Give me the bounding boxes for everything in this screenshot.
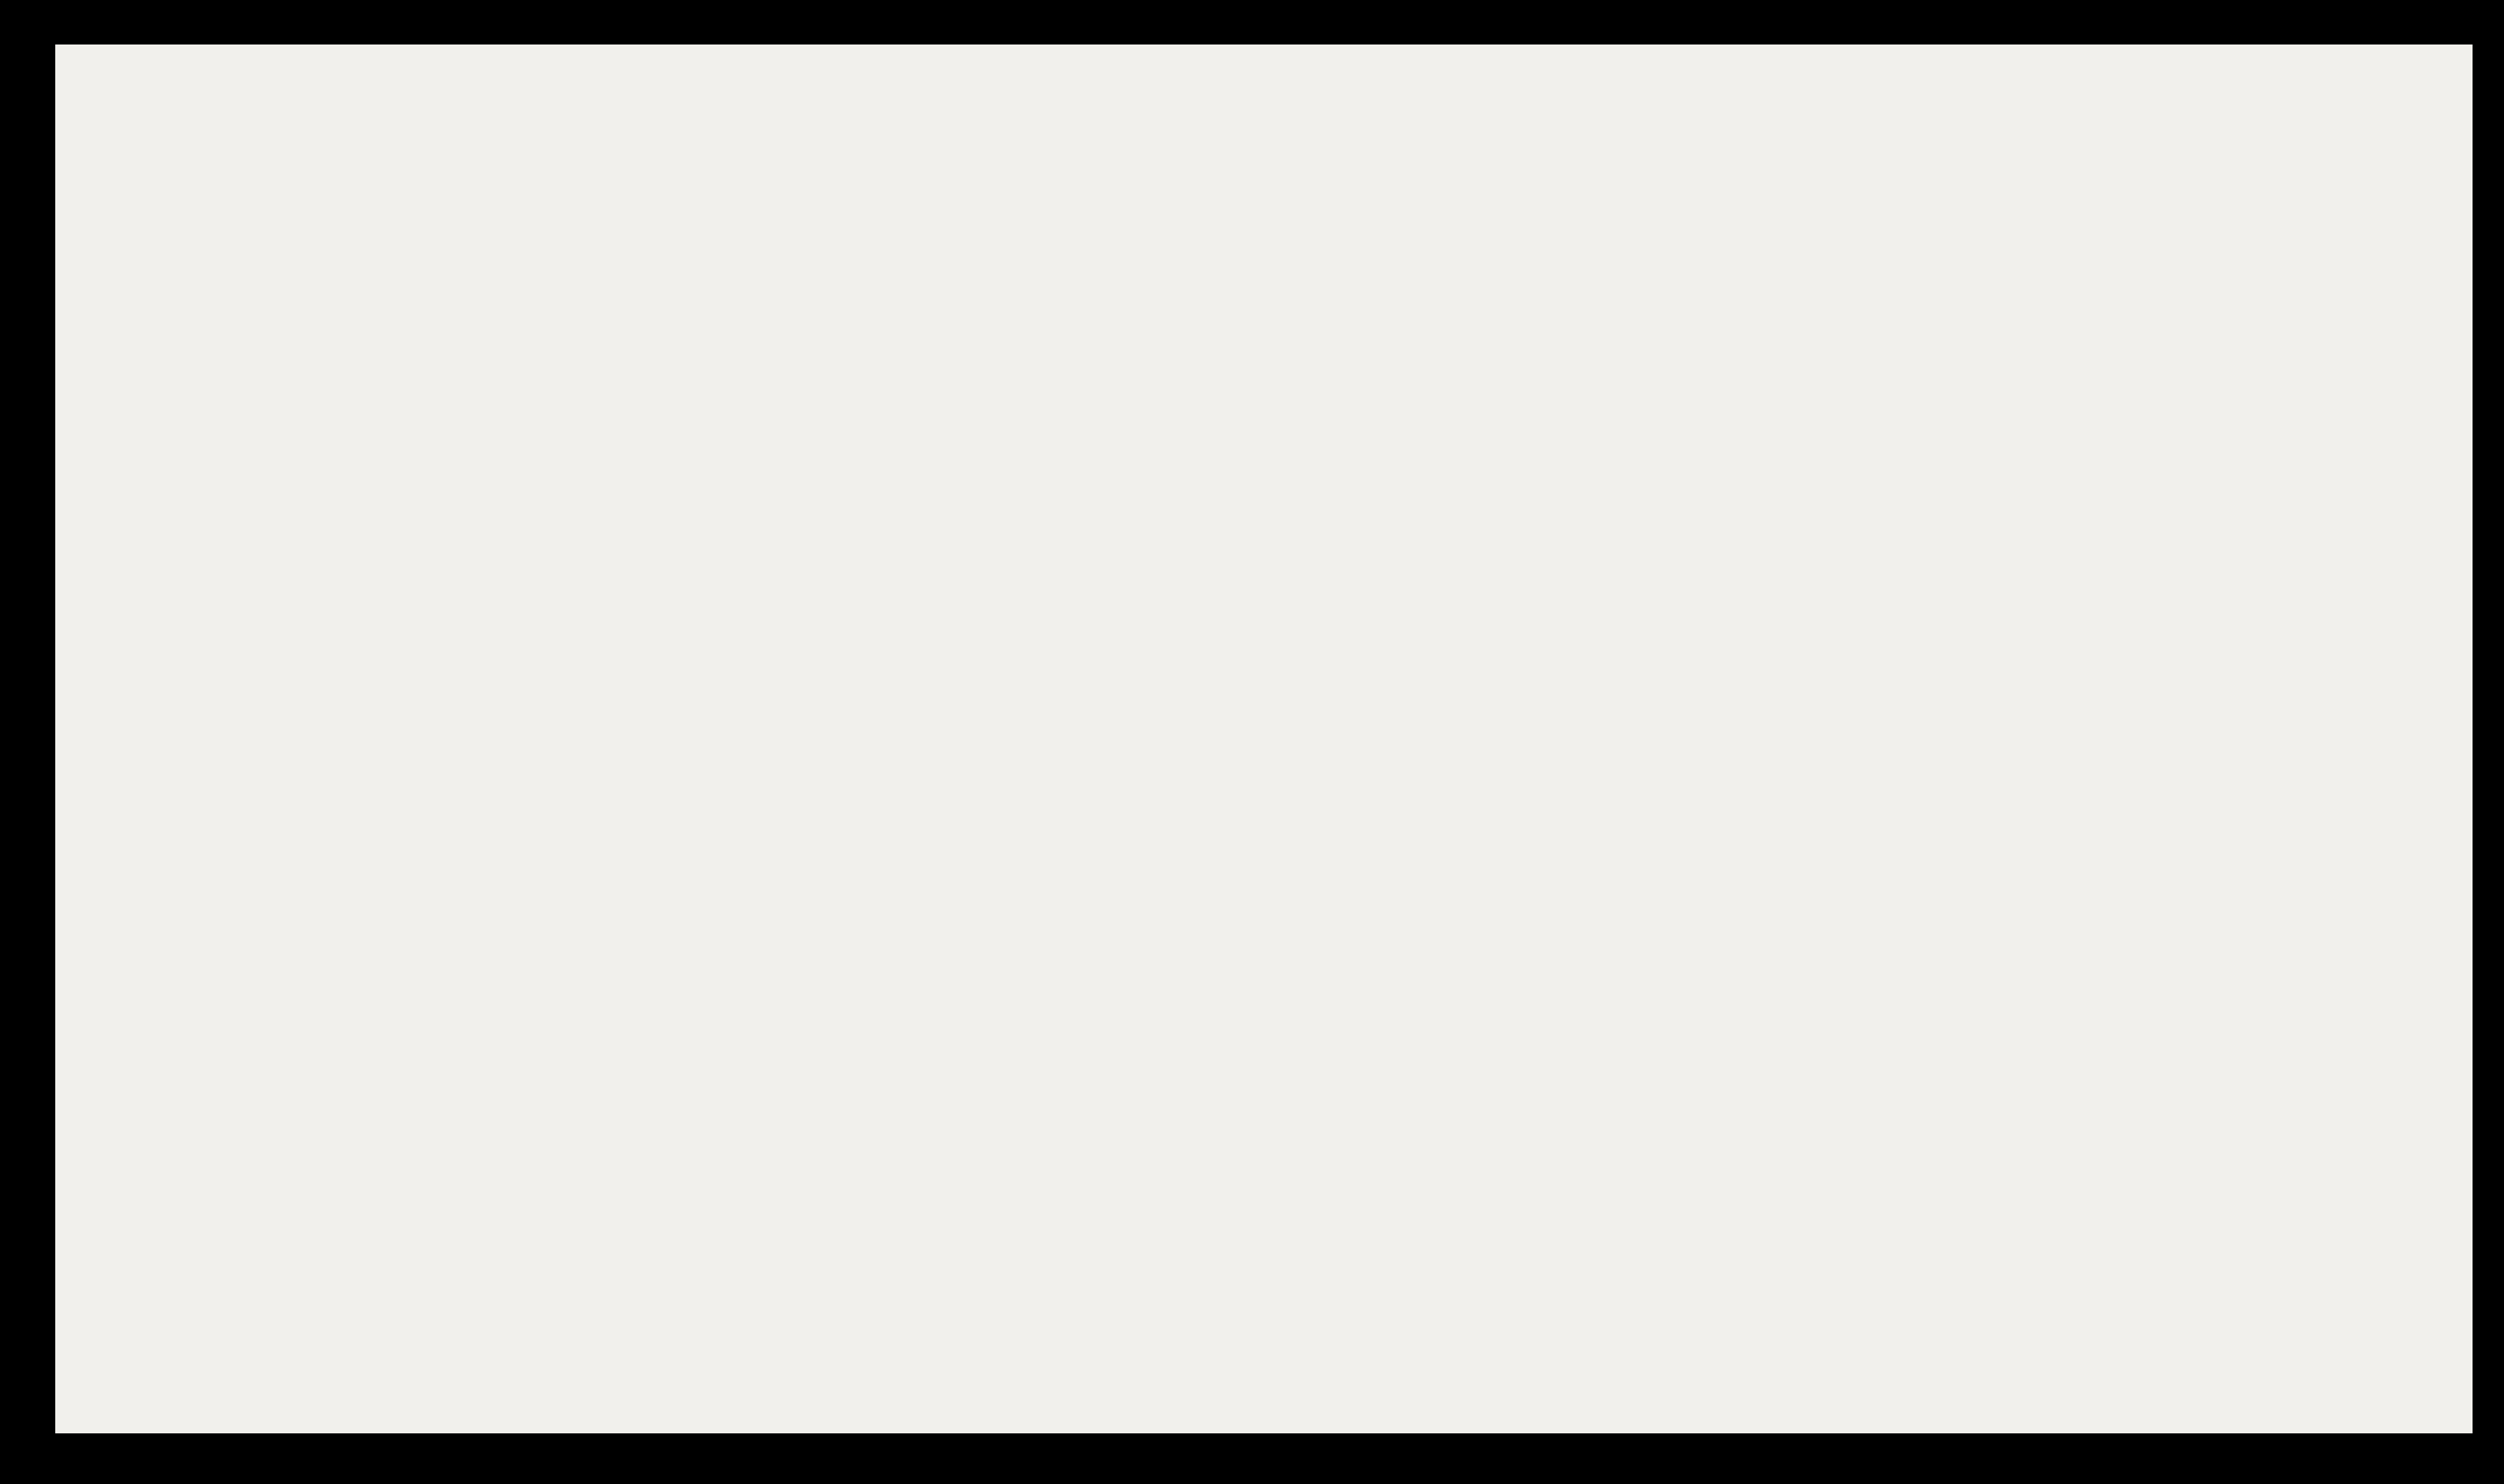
form-grid-lines xyxy=(55,45,2473,1433)
census-card-sheet xyxy=(55,45,2473,1433)
